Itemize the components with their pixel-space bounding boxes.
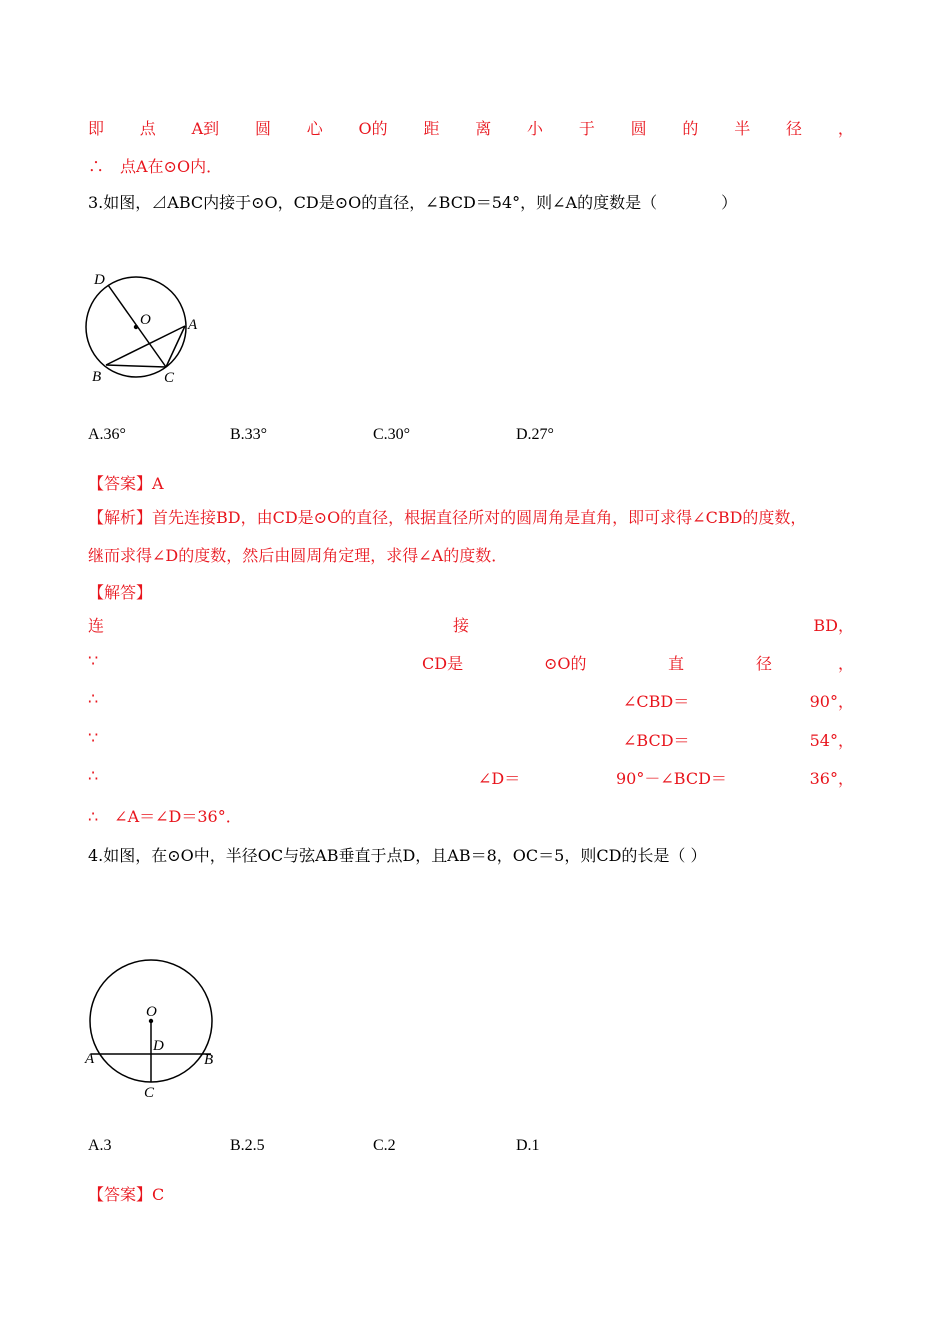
q3-solution-cell: 连 — [88, 616, 105, 635]
intro-char: 离 — [475, 119, 492, 138]
q3-option-c: C.30° — [373, 426, 411, 443]
q3-answer: 【答案】A — [88, 474, 164, 493]
q4-figure — [82, 955, 222, 1105]
q3-solution-cell: ∵ — [88, 651, 99, 670]
intro-char: 圆 — [254, 119, 271, 138]
q3-solution-cell: 径 — [756, 654, 773, 673]
q3-solution-cell: CD是 — [422, 654, 464, 673]
intro-char: 圆 — [630, 119, 647, 138]
q3-solution-cell: ∠CBD＝ — [623, 692, 690, 711]
q3-analysis-line-1: 【解析】首先连接BD，由CD是⊙O的直径，根据直径所对的圆周角是直角，即可求得∠CBD的度数， — [88, 508, 807, 527]
q3-center-dot — [134, 325, 138, 329]
intro-char: 心 — [306, 119, 323, 138]
q4-option-b: B.2.5 — [230, 1137, 265, 1154]
intro-char: O的 — [358, 119, 388, 138]
q4-label-A: A — [85, 1051, 95, 1067]
q3-solution-cell: 54°， — [809, 731, 854, 750]
q4-label-B: B — [204, 1052, 214, 1068]
intro-char: 即 — [88, 119, 105, 138]
q3-solution-cell: 直 — [668, 654, 685, 673]
q4-option-c: C.2 — [373, 1137, 396, 1154]
q3-solution-cell: 90°， — [809, 692, 854, 711]
q4-answer: 【答案】C — [88, 1185, 165, 1204]
q3-label-A: A — [188, 317, 198, 333]
q3-solution-cell: ∵ — [88, 728, 99, 747]
intro-line-1 — [88, 116, 854, 139]
q3-solution-cell: ⊙O的 — [544, 654, 587, 673]
q4-label-C: C — [144, 1085, 155, 1101]
intro-char: 于 — [578, 119, 595, 138]
q4-label-O: O — [146, 1004, 157, 1020]
q3-solution-cell: BD， — [813, 616, 854, 635]
q3-option-b: B.33° — [230, 426, 268, 443]
q3-chord-BA — [106, 326, 185, 365]
q3-solution-cell: ∴ — [88, 766, 99, 785]
q3-solution-cell: ∠D＝ — [478, 769, 521, 788]
q3-solution-cell: ∴ — [88, 689, 99, 708]
q3-solution-header: 【解答】 — [88, 583, 153, 602]
intro-line-2: ∴ 点A在⊙O内． — [88, 157, 223, 176]
intro-char: 小 — [527, 119, 544, 138]
intro-char: 的 — [682, 119, 699, 138]
q3-solution-cell: 90°－∠BCD＝ — [616, 769, 727, 788]
q3-option-d: D.27° — [516, 426, 554, 443]
q3-label-O: O — [140, 312, 151, 328]
intro-char: 径 — [786, 119, 803, 138]
q3-stem: 3.如图，⊿ABC内接于⊙O，CD是⊙O的直径，∠BCD＝54°，则∠A的度数是（ ） — [88, 193, 738, 212]
intro-char: 距 — [423, 119, 440, 138]
intro-char: A到 — [191, 119, 220, 138]
q3-analysis-line-2: 继而求得∠D的度数，然后由圆周角定理，求得∠A的度数． — [88, 546, 508, 565]
q3-option-a: A.36° — [88, 426, 126, 443]
q4-option-a: A.3 — [88, 1137, 112, 1154]
q4-stem: 4.如图，在⊙O中，半径OC与弦AB垂直于点D，且AB＝8，OC＝5，则CD的长是（ ） — [88, 846, 707, 865]
intro-char: 半 — [734, 119, 751, 138]
q4-label-D: D — [153, 1038, 164, 1054]
q4-option-d: D.1 — [516, 1137, 540, 1154]
q3-solution-cell: 36°， — [809, 769, 854, 788]
q3-solution-cell: ∠BCD＝ — [623, 731, 690, 750]
q3-solution-cell: ， — [837, 654, 854, 673]
intro-char: ， — [837, 119, 854, 138]
q3-label-C: C — [164, 370, 175, 386]
q3-label-D: D — [94, 272, 105, 288]
q3-chord-BC — [106, 365, 166, 367]
q3-label-B: B — [92, 369, 102, 385]
q3-solution-last: ∴ ∠A＝∠D＝36°． — [88, 807, 242, 826]
q3-solution-cell: 接 — [453, 616, 470, 635]
intro-char: 点 — [139, 119, 156, 138]
q3-figure — [82, 268, 212, 390]
